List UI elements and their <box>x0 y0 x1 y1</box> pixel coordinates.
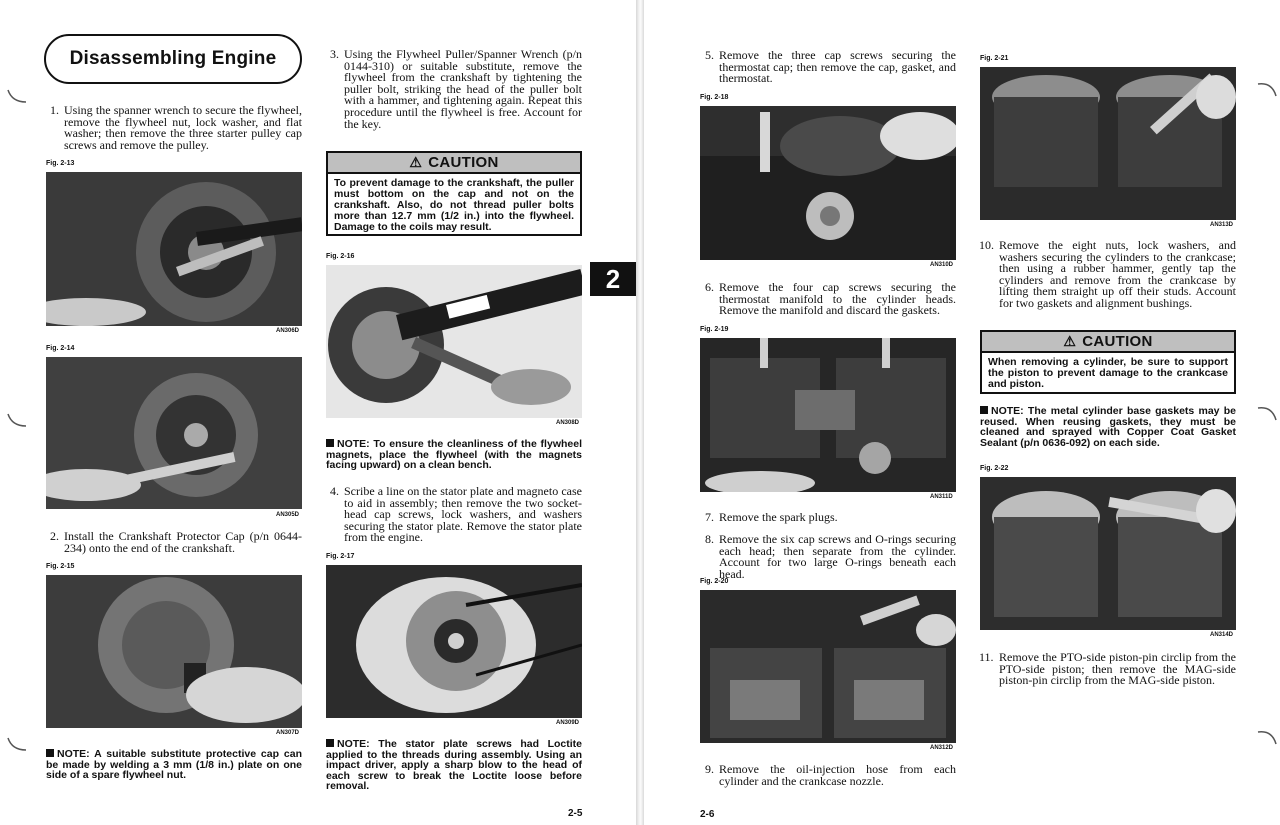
figure-label: Fig. 2-20 <box>700 578 729 585</box>
note-square-icon <box>326 739 334 747</box>
step-text: Remove the eight nuts, lock washers, and washers securing the cylinders to the crankcase; then using a rubber hammer, gently tap the cylinders and remove from the crankcase by lifting them straight up off their studs. Account for two gaskets and alignment bushings. <box>999 238 1236 310</box>
step-9 <box>705 762 956 788</box>
figure-photo-cylinders <box>980 67 1236 220</box>
chapter-tab: 2 <box>590 262 636 296</box>
step-number: 3. <box>330 47 339 61</box>
note-cylinder-gaskets <box>980 406 1236 448</box>
step-8 <box>705 532 956 581</box>
note-text: NOTE: A suitable substitute protective cap can be made by welding a 3 mm (1/8 in.) plate on one side of a spare flywheel nut. <box>46 748 302 782</box>
figure-photo-flywheel-puller <box>326 265 582 418</box>
figure-photo-flywheel-nut <box>46 357 302 509</box>
section-title: Disassembling Engine <box>69 48 277 69</box>
note-text: NOTE: To ensure the cleanliness of the flywheel magnets, place the flywheel (with the magnets facing upward) on a clean bench. <box>326 438 582 472</box>
figure-label: Fig. 2-15 <box>46 563 75 570</box>
figure-code: AN306D <box>276 328 300 334</box>
caution-header <box>328 153 580 174</box>
note-stator-screws <box>326 739 582 792</box>
figure-code: AN308D <box>556 420 580 426</box>
figure-photo-piston-circlip <box>980 477 1236 630</box>
figure-photo-cylinder-heads <box>700 590 956 743</box>
step-text: Using the spanner wrench to secure the flywheel, remove the flywheel nut, lock washer, and flat washer; then remove the three starter pulley cap screws and remove the pulley. <box>64 103 302 152</box>
note-square-icon <box>980 406 988 414</box>
step-7 <box>705 510 956 524</box>
section-title-box <box>44 34 302 84</box>
binding-hole-curl <box>6 412 28 430</box>
binding-hole-curl <box>6 88 28 106</box>
page-number: 2-5 <box>568 808 583 819</box>
step-number: 2. <box>50 529 59 543</box>
figure-code: AN313D <box>1210 222 1234 228</box>
figure-code: AN314D <box>1210 632 1234 638</box>
page-number: 2-6 <box>700 809 715 820</box>
caution-box-puller <box>326 151 582 236</box>
figure-label: Fig. 2-19 <box>700 326 729 333</box>
note-text: NOTE: The metal cylinder base gaskets may be reused. When reusing gaskets, they must be cleaned and sprayed with Copper Coat Gasket Sealant (p/n 0636-092) on each side. <box>980 405 1236 449</box>
figure-label: Fig. 2-22 <box>980 465 1009 472</box>
binding-hole-curl <box>1256 80 1278 98</box>
caution-heading: CAUTION <box>1082 333 1153 350</box>
step-text: Using the Flywheel Puller/Spanner Wrench (p/n 0144-310) or suitable substitute, remove the flywheel from the crankshaft by tightening the puller bolt, striking the head of the puller bolt with a hammer, and tightening again. Repeat this procedure until the flywheel is free. Account for the key. <box>344 47 582 131</box>
step-number: 9. <box>705 762 714 776</box>
caution-box-cylinder <box>980 330 1236 394</box>
figure-code: AN312D <box>930 745 954 751</box>
step-number: 10. <box>979 238 994 252</box>
figure-label: Fig. 2-18 <box>700 94 729 101</box>
step-number: 8. <box>705 532 714 546</box>
step-3 <box>330 47 582 131</box>
warning-triangle-icon: ⚠ <box>409 154 423 170</box>
step-text: Remove the three cap screws securing the thermostat cap; then remove the cap, gasket, and thermostat. <box>719 48 956 86</box>
step-text: Scribe a line on the stator plate and magneto case to aid in assembly; then remove the two socket-head cap screws, lock washers, and washers securing the stator plate. Remove the stator plate from the engine. <box>344 484 582 545</box>
step-number: 6. <box>705 280 714 294</box>
step-number: 4. <box>330 484 339 498</box>
step-5 <box>705 48 956 86</box>
step-text: Remove the PTO-side piston-pin circlip from the PTO-side piston; then remove the MAG-side piston-pin circlip from the MAG-side piston. <box>999 650 1236 688</box>
figure-code: AN311D <box>930 494 953 500</box>
step-text: Remove the four cap screws securing the thermostat manifold to the cylinder heads. Remove the manifold and discard the gaskets. <box>719 280 956 318</box>
right-page <box>644 0 1280 825</box>
figure-label: Fig. 2-14 <box>46 345 75 352</box>
figure-code: AN305D <box>276 512 300 518</box>
step-text: Remove the six cap screws and O-rings securing each head; then separate from the cylinder. Account for two large O-rings beneath each head. <box>719 532 956 581</box>
step-1 <box>50 103 302 152</box>
figure-photo-flywheel-spanner <box>46 172 302 326</box>
caution-heading: CAUTION <box>428 154 499 171</box>
caution-header <box>982 332 1234 353</box>
step-6 <box>705 280 956 318</box>
warning-triangle-icon: ⚠ <box>1063 333 1077 349</box>
step-number: 7. <box>705 510 714 524</box>
note-square-icon <box>46 749 54 757</box>
step-text: Remove the spark plugs. <box>719 510 838 524</box>
note-square-icon <box>326 439 334 447</box>
step-number: 1. <box>50 103 59 117</box>
note-flywheel-magnets <box>326 439 582 471</box>
figure-label: Fig. 2-16 <box>326 253 355 260</box>
figure-label: Fig. 2-13 <box>46 160 75 167</box>
figure-label: Fig. 2-17 <box>326 553 355 560</box>
figure-code: AN307D <box>276 730 300 736</box>
step-text: Install the Crankshaft Protector Cap (p/n 0644-234) onto the end of the crankshaft. <box>64 529 302 555</box>
binding-hole-curl <box>1256 404 1278 422</box>
step-2 <box>50 529 302 555</box>
figure-photo-protector-cap <box>46 575 302 728</box>
figure-code: AN309D <box>556 720 580 726</box>
step-4 <box>330 484 582 545</box>
step-11 <box>979 650 1236 688</box>
step-number: 5. <box>705 48 714 62</box>
binding-hole-curl <box>6 736 28 754</box>
caution-text: When removing a cylinder, be sure to support the piston to prevent damage to the crankcase and piston. <box>988 356 1228 390</box>
step-number: 11. <box>979 650 994 664</box>
figure-photo-thermostat <box>700 106 956 260</box>
figure-photo-stator-plate <box>326 565 582 718</box>
note-protective-cap <box>46 749 302 781</box>
figure-code: AN310D <box>930 262 954 268</box>
note-text: NOTE: The stator plate screws had Loctite applied to the threads during assembly. Using an impact driver, apply a sharp blow to the head of each screw to break the Loctite loose before removal. <box>326 738 582 793</box>
caution-text: To prevent damage to the crankshaft, the puller must bottom on the cap and not on the crankshaft. Also, do not thread puller bolts more than 12.7 mm (1/2 in.) into the flywheel. Damage to the coils may result. <box>334 177 574 233</box>
step-text: Remove the oil-injection hose from each cylinder and the crankcase nozzle. <box>719 762 956 788</box>
page-gutter <box>636 0 644 825</box>
binding-hole-curl <box>1256 728 1278 746</box>
figure-photo-thermostat-manifold <box>700 338 956 492</box>
left-page <box>0 0 636 825</box>
step-10 <box>979 238 1236 310</box>
figure-label: Fig. 2-21 <box>980 55 1009 62</box>
